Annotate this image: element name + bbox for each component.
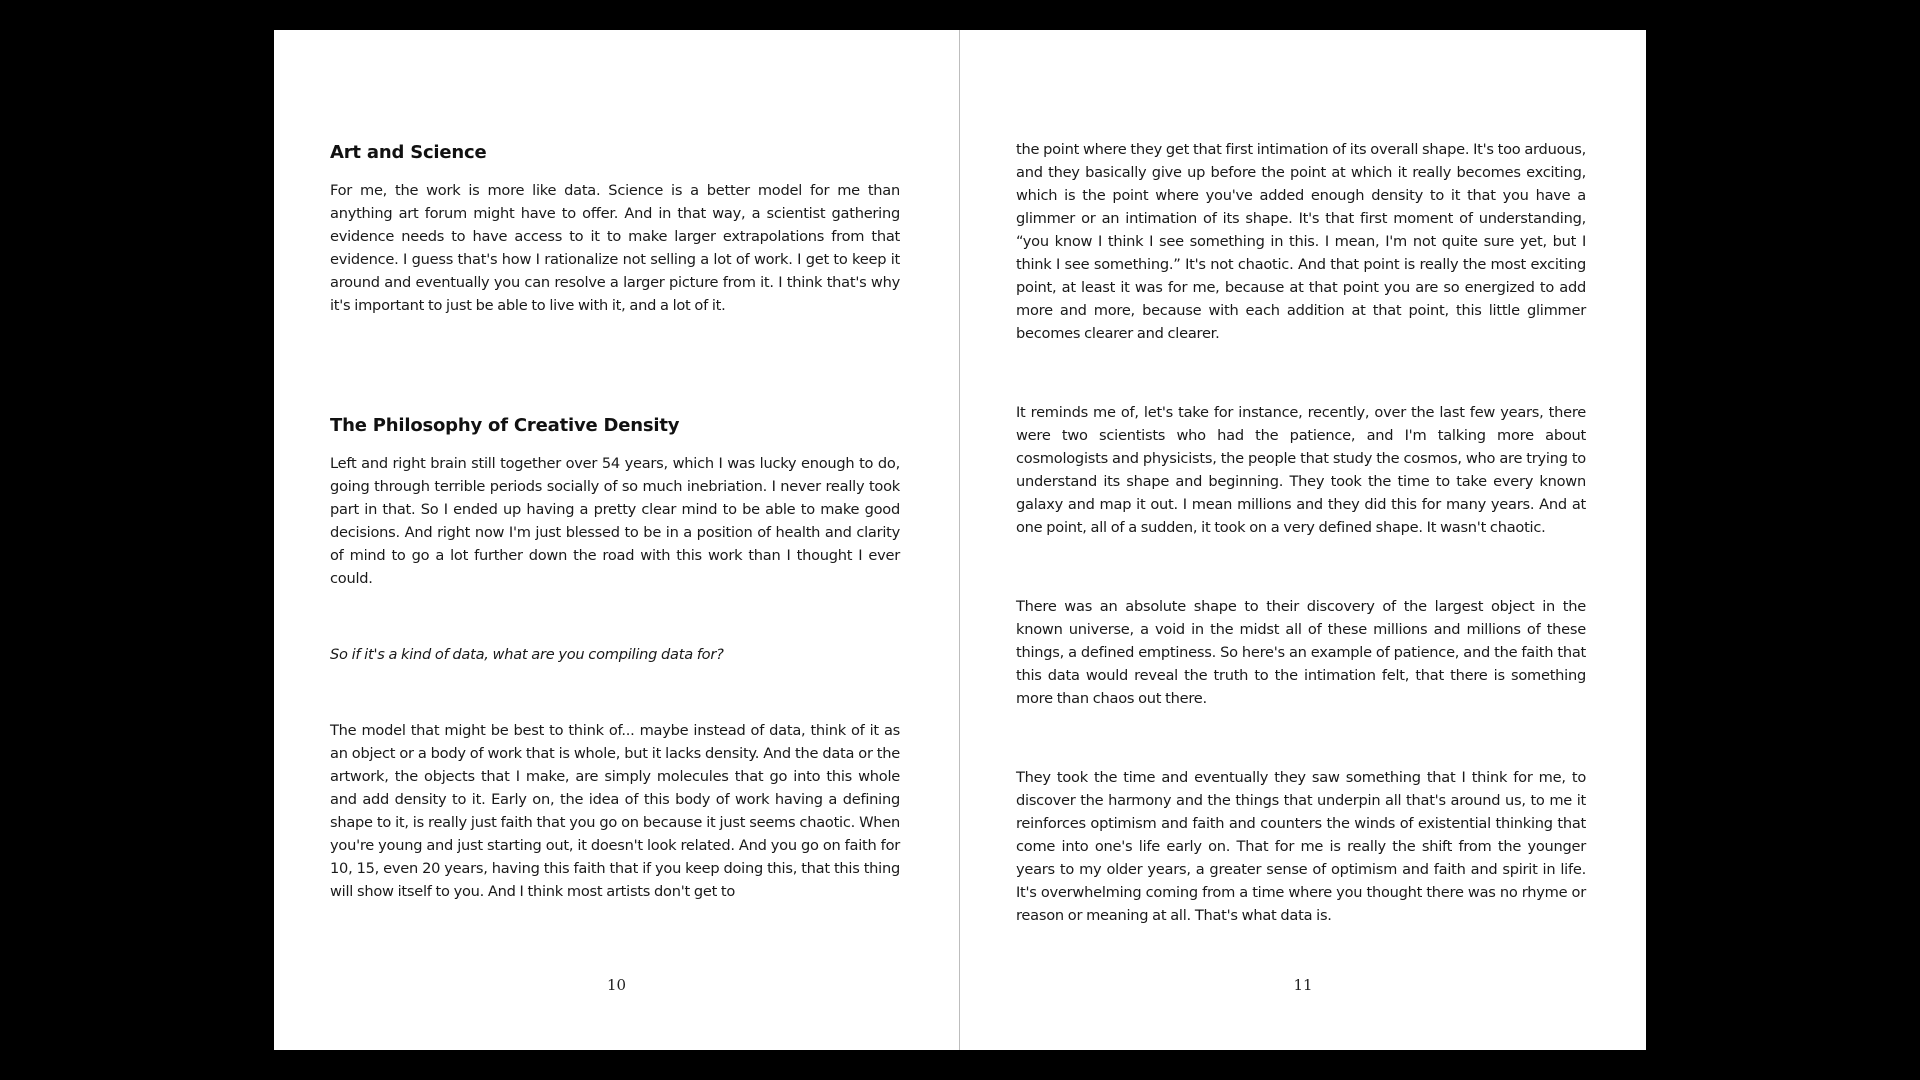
paragraph-spacer — [1016, 539, 1586, 595]
book-spread — [274, 30, 1646, 1050]
page-number: 10 — [606, 976, 627, 994]
paragraph: the point where they get that first intimation of its overall shape. It's too arduous, and they basically give up before the point at which it really becomes exciting, which is the point where you've added enough density to it that you have a glimmer or an intimation of its shape. It's that first moment of understanding, “you know I think I see something in this. I mean, I'm not quite sure yet, but I think I see something.” It's not chaotic. And that point is really the most exciting point, at least it was for me, because at that point you are so energized to add more and more, because with each addition at that point, this little glimmer becomes clearer and clearer. — [1016, 141, 1586, 342]
paragraph-spacer — [330, 666, 900, 719]
interview-question: So if it's a kind of data, what are you compiling data for? — [330, 646, 724, 663]
section-heading-creative-density: The Philosophy of Creative Density — [330, 415, 680, 436]
paragraph-spacer — [1016, 710, 1586, 766]
page-number: 11 — [1293, 976, 1313, 994]
section-spacer — [330, 317, 900, 415]
paragraph: They took the time and eventually they saw something that I think for me, to discover the harmony and the things that underpin all that's around us, to me it reinforces optimism and faith and counters the winds of existential thinking that come into one's life early on. That for me is really the shift from the younger years to my older years, a greater sense of optimism and faith and spirit in life. It's overwhelming coming from a time where you thought there was no rhyme or reason or meaning at all. That's what data is. — [1016, 769, 1586, 924]
paragraph: The model that might be best to think of... maybe instead of data, think of it as an object or a body of work that is whole, but it lacks density. And the data or the artwork, the objects that I make, are simply molecules that go into this whole and add density to it. Early on, the idea of this body of work having a defining shape to it, is really just faith that you go on because it just seems chaotic. When you're young and just starting out, it doesn't look related. And you go on faith for 10, 15, even 20 years, having this faith that if you keep doing this, that this thing will show itself to you. And I think most artists don't get to — [330, 722, 900, 900]
paragraph-spacer — [1016, 345, 1586, 401]
paragraph: For me, the work is more like data. Science is a better model for me than anything art forum might have to offer. And in that way, a scientist gathering evidence needs to have access to it to make larger extrapolations from that evidence. I guess that's how I rationalize not selling a lot of work. I get to keep it around and eventually you can resolve a larger picture from it. I think that's why it's important to just be able to live with it, and a lot of it. — [330, 182, 900, 314]
paragraph: Left and right brain still together over 54 years, which I was lucky enough to do, going through terrible periods socially of so much inebriation. I never really took part in that. So I ended up having a pretty clear mind to be able to make good decisions. And right now I'm just blessed to be in a position of health and clarity of mind to go a lot further down the road with this work than I thought I ever could. — [330, 455, 900, 587]
section-heading-art-and-science: Art and Science — [330, 142, 487, 163]
left-page — [274, 30, 960, 1050]
left-page-content — [330, 142, 900, 903]
paragraph-spacer — [330, 590, 900, 643]
right-page-content — [1016, 138, 1586, 927]
paragraph: There was an absolute shape to their discovery of the largest object in the known universe, a void in the midst all of these millions and millions of these things, a defined emptiness. So here's an example of patience, and the faith that this data would reveal the truth to the intimation felt, that there is something more than chaos out there. — [1016, 598, 1586, 707]
paragraph: It reminds me of, let's take for instance, recently, over the last few years, there were two scientists who had the patience, and I'm talking more about cosmologists and physicists, the people that study the cosmos, who are trying to understand its shape and beginning. They took the time to take every known galaxy and map it out. I mean millions and they did this for many years. And at one point, all of a sudden, it took on a very defined shape. It wasn't chaotic. — [1016, 404, 1586, 536]
right-page — [960, 30, 1646, 1050]
